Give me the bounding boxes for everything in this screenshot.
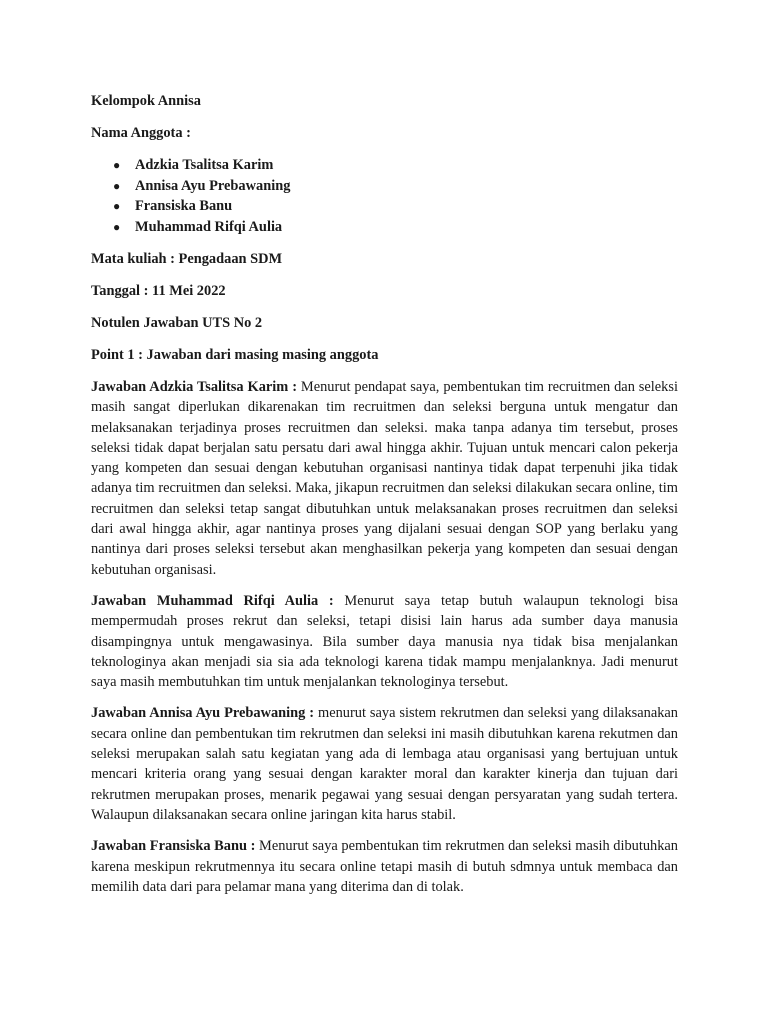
bullet-icon: ● [113,219,121,234]
answer-label: Jawaban Annisa Ayu Prebawaning : [91,705,315,722]
answer-text: Menurut pendapat saya, pembentukan tim recruitmen dan seleksi masih sangat diperlukan dikarenakan tim recruitmen dan seleksi berguna untuk mengatur dan melaksanakan terjadinya proses recruitmen dan seleksi. maka tanpa adanya tim tersebut, proses seleksi tidak dapat berjalan satu persatu dari awal hingga akhir. Tujuan untuk mencari calon pekerja yang kompeten dan sesuai dengan kebutuhan organisasi nantinya tidak dapat terpenuhi jika tidak adanya tim recruitmen dan seleksi. Maka, jikapun recruitmen dan seleksi dilakukan secara online, tim recruitmen dan seleksi tetap sangat dibutuhkan untuk melaksanakan proses recruitmen dan seleksi dari awal hingga akhir, agar nantinya proses yang dijalani sesuai dengan SOP yang berlaku yang nantinya dari proses seleksi tersebut akan menghasilkan pekerja yang kompeten dan sesuai dengan kebutuhan organisasi. [91,379,678,578]
member-list [91,155,678,237]
member-name: Annisa Ayu Prebawaning [135,177,291,194]
bullet-icon: ● [113,199,121,213]
answer-paragraph [91,703,678,825]
answer-text: Menurut saya tetap butuh walaupun teknologi bisa mempermudah proses rekrut dan seleksi, tetapi disisi lain harus ada sumber daya manusia disampingnya untuk mengawasinya. Bila sumber daya manusia nya tidak bisa menjalankan teknologinya akan menjadi sia sia ada teknologi karena tidak mampu menjalanknya. Jadi menurut saya masih membutuhkan tim untuk menjalankan teknologinya tersebut. [91,592,678,691]
list-item [91,176,678,197]
list-item [91,217,678,238]
member-name: Fransiska Banu [135,198,233,214]
members-label: Nama Anggota : [91,125,191,141]
date-line: Tanggal : 11 Mei 2022 [91,283,226,299]
notes-title: Notulen Jawaban UTS No 2 [91,315,263,331]
bullet-icon: ● [113,158,121,172]
answer-paragraph [91,591,678,692]
group-name: Kelompok Annisa [91,93,201,109]
answer-paragraph [91,836,678,897]
bullet-icon: ● [113,178,121,193]
answer-text: Menurut saya pembentukan tim rekrutmen dan seleksi masih dibutuhkan karena meskipun rekrutmennya itu secara online tetapi masih di butuh sdmnya untuk membaca dan memilih data dari para pelamar mana yang diterima dan di tolak. [91,838,678,895]
member-name: Muhammad Rifqi Aulia [135,218,283,235]
answer-label: Jawaban Fransiska Banu : [91,838,256,855]
document-content [91,91,678,908]
list-item [91,196,678,217]
list-item [91,155,678,176]
answer-label: Jawaban Muhammad Rifqi Aulia : [91,592,334,609]
answer-text: menurut saya sistem rekrutmen dan seleksi yang dilaksanakan secara online dan pembentukan tim rekrutmen dan seleksi ini masih dibutuhkan karena rekutmen dan seleksi merupakan salah satu kegiatan yang ada di lembaga atau organisasi yang bertujuan untuk mencari kriteria orang yang sesuai dengan karakter moral dan karakter kinerja dan tujuan dari rekrutmen merupakan proses, menarik pegawai yang sesuai dengan persyaratan yang sudah tertera. Walaupun dilaksanakan secara online jaringan kita harus stabil. [91,705,678,823]
course-line: Mata kuliah : Pengadaan SDM [91,251,283,267]
answer-paragraph [91,377,678,580]
member-name: Adzkia Tsalitsa Karim [135,157,274,173]
answer-label: Jawaban Adzkia Tsalitsa Karim : [91,379,297,395]
point-title: Point 1 : Jawaban dari masing masing anggota [91,347,379,363]
